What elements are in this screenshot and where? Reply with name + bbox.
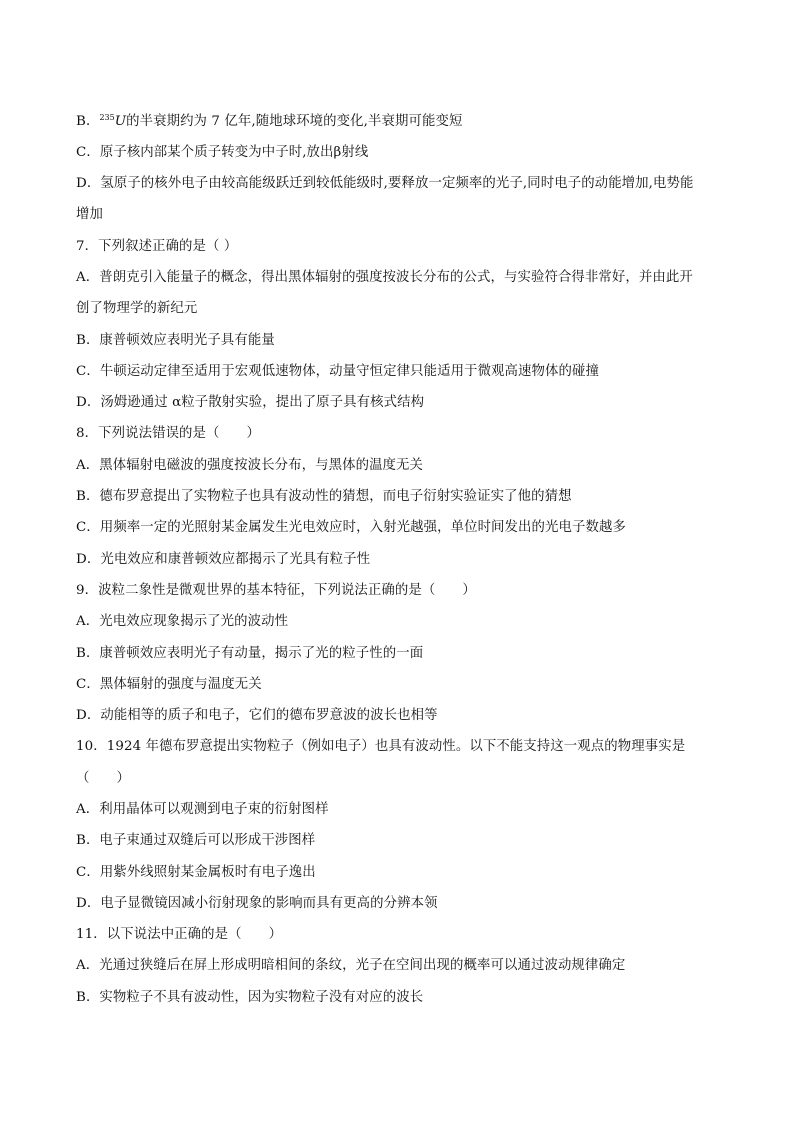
mass-number-superscript: 235 bbox=[99, 113, 115, 122]
question-7-stem: 7．下列叙述正确的是（ ） bbox=[76, 239, 238, 254]
element-symbol: U bbox=[114, 114, 127, 129]
q11-option-a: A．光通过狭缝后在屏上形成明暗相间的条纹，光子在空间出现的概率可以通过波动规律确定 bbox=[76, 958, 626, 973]
question-10-stem-continuation: （ ） bbox=[76, 771, 130, 786]
q9-option-c: C．黑体辐射的强度与温度无关 bbox=[76, 677, 262, 692]
q7-option-a: A．普朗克引入能量子的概念，得出黑体辐射的强度按波长分布的公式，与实验符合得非常好，并由此开 bbox=[76, 270, 693, 285]
q9-option-a: A．光电效应现象揭示了光的波动性 bbox=[76, 614, 289, 629]
q10-option-d: D．电子显微镜因减小衍射现象的影响而具有更高的分辨本领 bbox=[76, 896, 438, 911]
q10-option-a: A．利用晶体可以观测到电子束的衍射图样 bbox=[76, 802, 329, 817]
question-11-stem: 11．以下说法中正确的是（ ） bbox=[76, 927, 283, 942]
option-marker: B． bbox=[76, 114, 100, 129]
q11-option-b: B．实物粒子不具有波动性，因为实物粒子没有对应的波长 bbox=[76, 990, 424, 1005]
q8-option-d: D．光电效应和康普顿效应都揭示了光具有粒子性 bbox=[76, 552, 371, 567]
option-text: 的半衰期约为 7 亿年,随地球环境的变化,半衰期可能变短 bbox=[126, 114, 463, 129]
question-10-stem: 10．1924 年德布罗意提出实物粒子（例如电子）也具有波动性。以下不能支持这一观点的物理事实是 bbox=[76, 739, 686, 754]
q8-option-b: B．德布罗意提出了实物粒子也具有波动性的猜想，而电子衍射实验证实了他的猜想 bbox=[76, 489, 572, 504]
q7-option-b: B．康普顿效应表明光子具有能量 bbox=[76, 333, 275, 348]
option-c-proton-to-neutron: C．原子核内部某个质子转变为中子时,放出β射线 bbox=[76, 145, 369, 160]
q10-option-b: B．电子束通过双缝后可以形成干涉图样 bbox=[76, 833, 316, 848]
q8-option-a: A．黑体辐射电磁波的强度按波长分布，与黑体的温度无关 bbox=[76, 458, 424, 473]
q9-option-b: B．康普顿效应表明光子有动量，揭示了光的粒子性的一面 bbox=[76, 646, 424, 661]
q7-option-a-continuation: 创了物理学的新纪元 bbox=[76, 301, 198, 316]
q7-option-c: C．牛顿运动定律至适用于宏观低速物体，动量守恒定律只能适用于微观高速物体的碰撞 bbox=[76, 364, 599, 379]
option-d-continuation: 增加 bbox=[76, 207, 103, 222]
option-d-hydrogen-transition: D．氢原子的核外电子由较高能级跃迁到较低能级时,要释放一定频率的光子,同时电子的动能增加,电势能 bbox=[76, 176, 694, 191]
q10-option-c: C．用紫外线照射某金属板时有电子逸出 bbox=[76, 865, 316, 880]
q9-option-d: D．动能相等的质子和电子，它们的德布罗意波的波长也相等 bbox=[76, 708, 438, 723]
question-9-stem: 9．波粒二象性是微观世界的基本特征，下列说法正确的是（ ） bbox=[76, 583, 476, 598]
q7-option-d: D．汤姆逊通过 α粒子散射实验，提出了原子具有核式结构 bbox=[76, 395, 425, 410]
question-8-stem: 8．下列说法错误的是（ ） bbox=[76, 426, 260, 441]
q8-option-c: C．用频率一定的光照射某金属发生光电效应时，入射光越强，单位时间发出的光电子数越多 bbox=[76, 520, 626, 535]
option-b-uranium-half-life bbox=[76, 110, 726, 130]
